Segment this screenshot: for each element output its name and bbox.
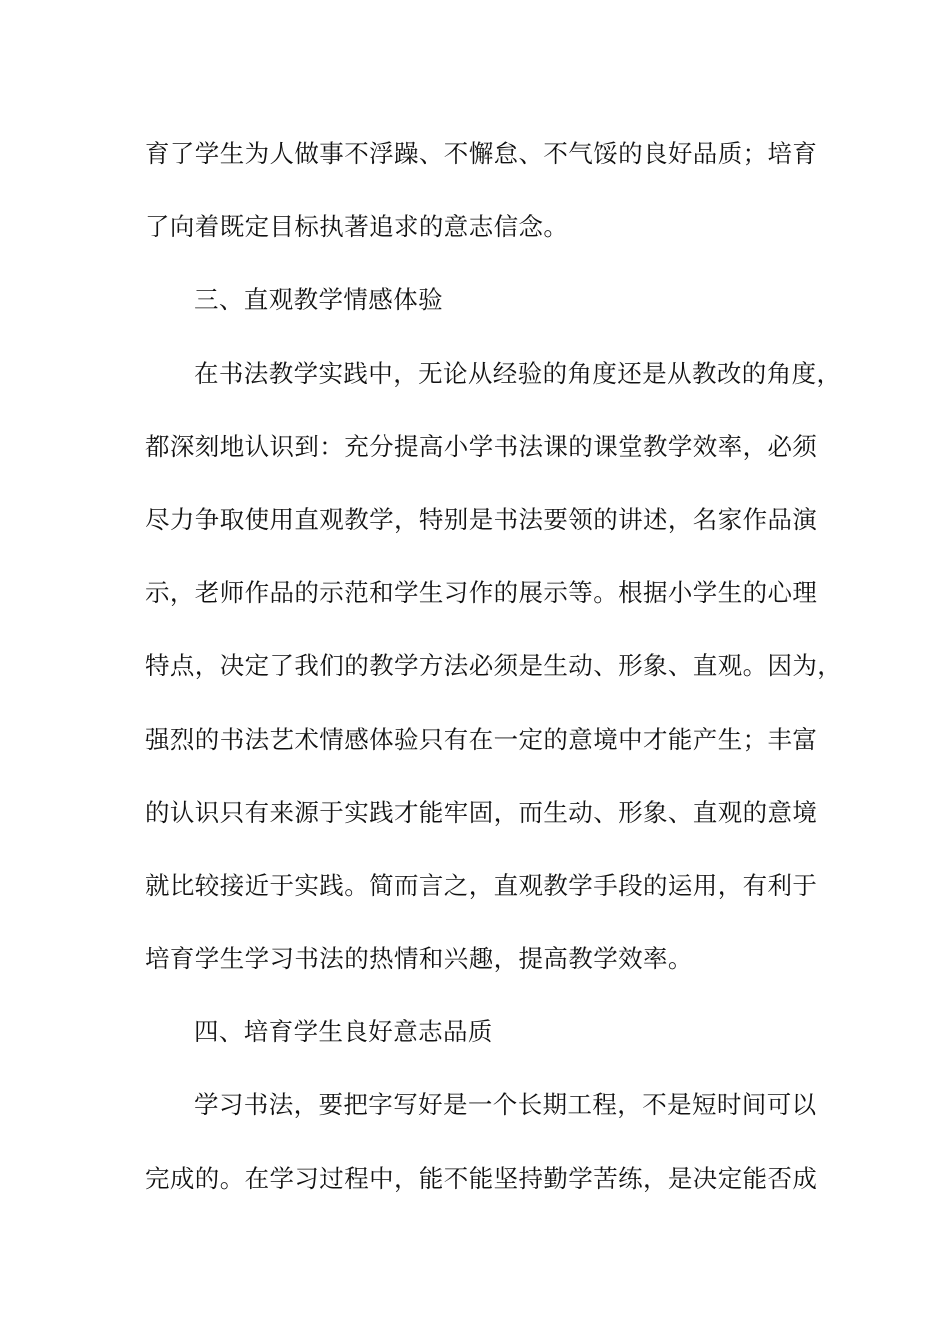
text-line: 学习书法，要把字写好是一个长期工程，不是短时间可以 [194,1090,817,1120]
text-line: 强烈的书法艺术情感体验只有在一定的意境中才能产生；丰富 [145,724,818,754]
text-line: 了向着既定目标执著追求的意志信念。 [145,212,569,242]
text-line: 培育学生学习书法的热情和兴趣，提高教学效率。 [145,944,693,974]
text-line: 的认识只有来源于实践才能牢固，而生动、形象、直观的意境 [145,797,818,827]
text-line: 育了学生为人做事不浮躁、不懈怠、不气馁的良好品质；培育 [145,139,818,168]
section-heading: 三、直观教学情感体验 [194,285,443,315]
text-column [145,130,843,1228]
section-heading: 四、培育学生良好意志品质 [194,1017,493,1047]
text-line: 就比较接近于实践。简而言之，直观教学手段的运用，有利于 [145,870,818,900]
text-line: 尽力争取使用直观教学，特别是书法要领的讲述，名家作品演 [145,504,818,534]
text-line: 都深刻地认识到：充分提高小学书法课的课堂教学效率，必须 [145,431,818,461]
text-line: 在书法教学实践中，无论从经验的角度还是从教改的角度， [194,358,842,388]
text-line: 示，老师作品的示范和学生习作的展示等。根据小学生的心理 [145,578,818,608]
text-line: 完成的。在学习过程中，能不能坚持勤学苦练，是决定能否成 [145,1163,818,1193]
text-line: 特点，决定了我们的教学方法必须是生动、形象、直观。因为， [145,651,843,681]
